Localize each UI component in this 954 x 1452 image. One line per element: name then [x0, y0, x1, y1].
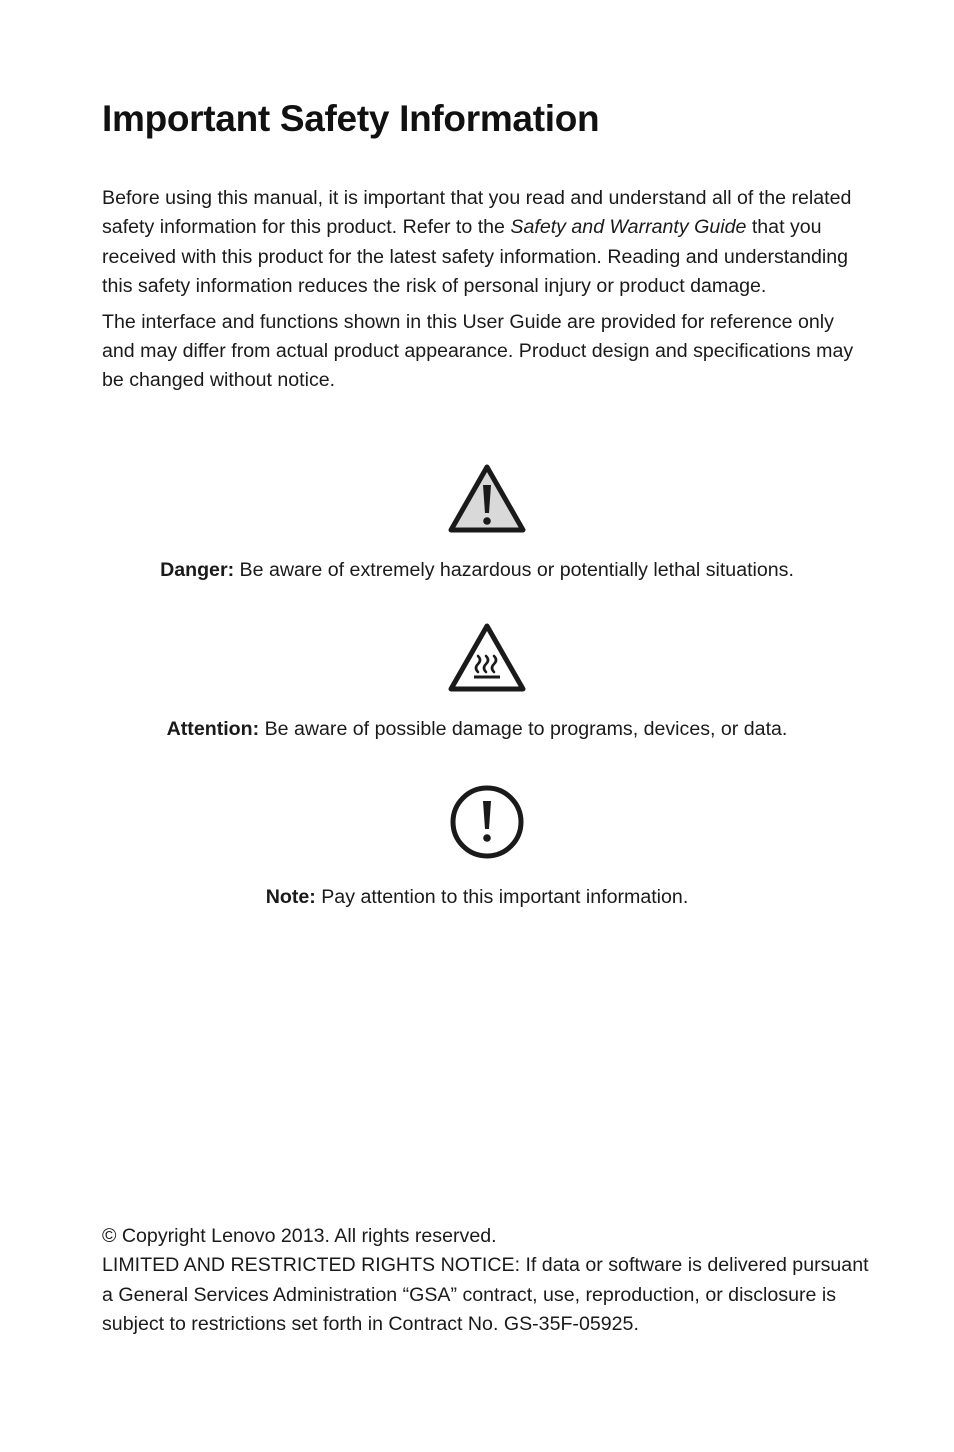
rights-notice: LIMITED AND RESTRICTED RIGHTS NOTICE: If data or software is delivered pursuant a General Services Administration “GSA” contract, use, reproduction, or disclosure is subject to restrictions set forth in Contract No. GS-35F-05925.	[102, 1254, 869, 1336]
danger-notice	[0, 556, 954, 584]
guide-title-italic: Safety and Warranty Guide	[510, 216, 747, 239]
intro-paragraph-2: The interface and functions shown in this User Guide are provided for reference only and may differ from actual product appearance. Product design and specifications may be changed without notice.	[102, 310, 854, 392]
danger-text: Be aware of extremely hazardous or potentially lethal situations.	[234, 559, 794, 581]
intro-text-before: Before using this manual, it is important that you read and understand all of the related safety information for this product. Refer to the	[102, 187, 852, 239]
note-notice	[0, 883, 954, 911]
danger-label: Danger:	[160, 559, 235, 581]
page-title: Important Safety Information	[102, 98, 600, 139]
attention-notice	[0, 715, 954, 743]
intro-text-after: that you received with this product for the latest safety information. Reading and understanding this safety information reduces the risk of personal injury or product damage.	[102, 216, 849, 298]
footer-legal	[102, 1222, 872, 1340]
note-text: Pay attention to this important information.	[315, 886, 689, 908]
exclamation-circle-icon	[447, 783, 527, 863]
note-label: Note:	[265, 886, 316, 908]
intro-paragraph-1	[102, 184, 872, 302]
hot-surface-triangle-icon	[447, 622, 527, 694]
danger-warning-triangle-icon	[447, 463, 527, 533]
copyright-line: © Copyright Lenovo 2013. All rights reserved.	[102, 1225, 497, 1247]
intro-section	[102, 184, 872, 402]
attention-text: Be aware of possible damage to programs, devices, or data.	[259, 718, 788, 740]
attention-label: Attention:	[166, 718, 260, 740]
